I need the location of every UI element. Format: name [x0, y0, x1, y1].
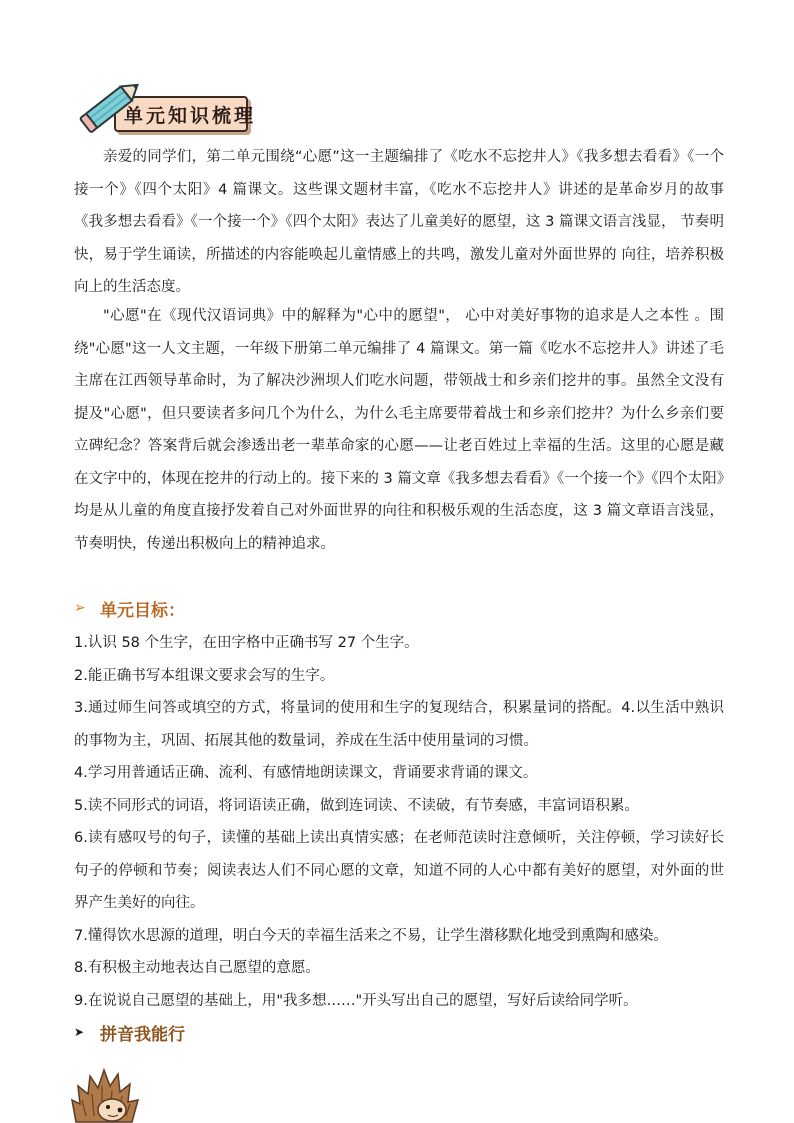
goal-item: 6.读有感叹号的句子，读懂的基础上读出真情实感；在老师范读时注意倾听，关注停顿，学习读好长句子的停顿和节奏；阅读表达人们不同心愿的文章，知道不同的人心中都有美好的愿望，对外面的世界产生美好的向往。	[74, 830, 724, 911]
goal-item: 1.认识 58 个生字，在田字格中正确书写 27 个生字。	[74, 635, 419, 651]
goal-item: 2.能正确书写本组课文要求会写的生字。	[74, 667, 335, 684]
chevron-right-icon: ➤	[74, 1025, 85, 1039]
intro-paragraph-1: 亲爱的同学们，第二单元围绕“心愿”这一主题编排了《吃水不忘挖井人》《我多想去看看》《一个接一个》《四个太阳》4 篇课文。这些课文题材丰富，《吃水不忘挖井人》讲述的是革命岁月的故事《我多想去看看》《一个接一个》《四个太阳》表达了儿童美好的愿望，这 3 篇课文语言浅显， 节奏明快，易于学生诵读，所描述的内容能唤起儿童情感上的共鸣，激发儿童对外面世界的 向往，培养积极向上的生活态度。	[74, 149, 724, 295]
pinyin-heading	[74, 1019, 185, 1045]
unit-header-title: 单元知识梳理	[124, 105, 257, 127]
goals-heading	[74, 595, 185, 621]
hedgehog-icon	[68, 1060, 140, 1123]
goal-item: 8.有积极主动地表达自己愿望的意愿。	[74, 960, 320, 976]
unit-header-badge	[78, 73, 268, 135]
chevron-right-icon: ➢	[74, 600, 86, 616]
goal-item: 3.通过师生问答或填空的方式，将量词的使用和生字的复现结合，积累量词的搭配。4.以生活中熟识的事物为主，巩固、拓展其他的数量词，养成在生活中使用量词的习惯。	[74, 700, 724, 749]
goal-item: 9.在说说自己愿望的基础上，用"我多想……"开头写出自己的愿望，写好后读给同学听。	[74, 992, 638, 1009]
goal-item: 5.读不同形式的词语，将词语读正确，做到连词读、不读破，有节奏感，丰富词语积累。	[74, 797, 639, 814]
goal-item: 7.懂得饮水思源的道理，明白今天的幸福生活来之不易，让学生潜移默化地受到熏陶和感染。	[74, 927, 668, 944]
goals-title: 单元目标：	[100, 600, 185, 621]
goals-list	[74, 627, 724, 1017]
intro-paragraph-2: "心愿"在《现代汉语词典》中的解释为"心中的愿望"， 心中对美好事物的追求是人之本性 。围绕"心愿"这一人文主题，一年级下册第二单元编排了 4 篇课文。第一篇《吃水不忘挖井人》讲述了毛主席在江西领导革命时，为了解决沙洲坝人们吃水问题，带领战士和乡亲们挖井的事。虽然全文没有提及"心愿"，但只要读者多问几个为什么，为什么毛主席要带着战士和乡亲们挖井？为什么乡亲们要立碑纪念？答案背后就会渗透出老一辈革命家的心愿——让老百姓过上幸福的生活。这里的心愿是藏在文字中的，体现在挖井的行动上的。接下来的 3 篇文章《我多想去看看》《一个接一个》《四个太阳》均是从儿童的角度直接抒发着自己对外面世界的向往和积极乐观的生活态度，这 3 篇文章语言浅显，节奏明快，传递出积极向上的精神追求。	[74, 308, 724, 552]
goal-item: 4.学习用普通话正确、流利、有感情地朗读课文，背诵要求背诵的课文。	[74, 765, 538, 781]
pinyin-title: 拼音我能行	[100, 1024, 185, 1045]
